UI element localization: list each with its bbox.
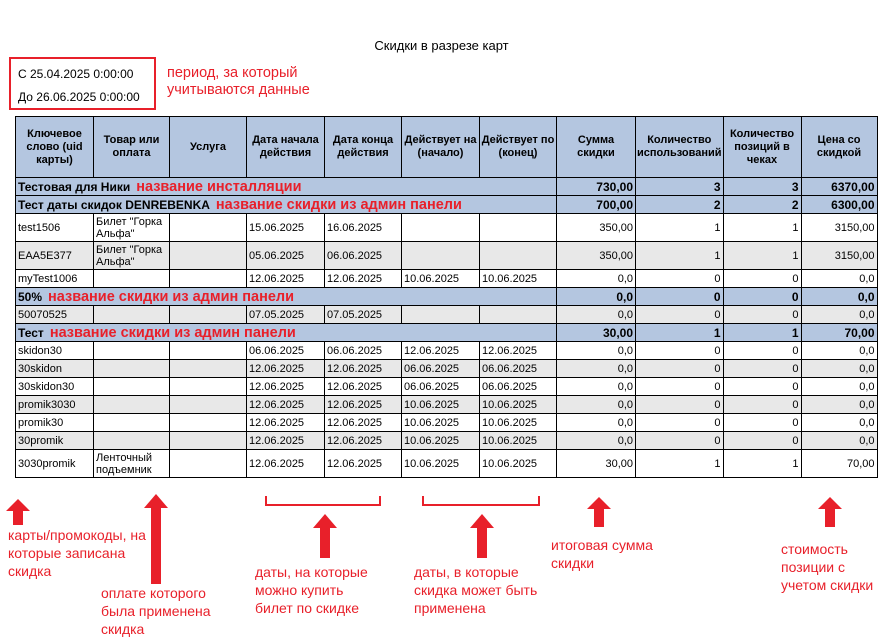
table-row (16, 242, 878, 270)
table-row (16, 450, 878, 478)
cell-price: 0,0 (801, 414, 877, 432)
group-uses: 3 (636, 178, 724, 196)
cell-price: 0,0 (801, 378, 877, 396)
cell-product: Билет "Горка Альфа" (94, 242, 170, 270)
group-sum: 730,00 (557, 178, 636, 196)
cell-start: 12.06.2025 (247, 360, 325, 378)
cell-sum: 0,0 (557, 306, 636, 324)
cell-product (94, 270, 170, 288)
period-from: С 25.04.2025 0:00:00 (18, 67, 134, 81)
cell-valid-to (480, 306, 557, 324)
cell-positions: 0 (723, 432, 801, 450)
cell-end: 12.06.2025 (325, 432, 402, 450)
cell-valid-from: 10.06.2025 (402, 396, 480, 414)
header-valid-to: Действует по (конец) (480, 117, 557, 178)
cell-product (94, 360, 170, 378)
cell-start: 12.06.2025 (247, 450, 325, 478)
cell-service (170, 214, 247, 242)
cell-valid-to: 06.06.2025 (480, 378, 557, 396)
cell-valid-from: 12.06.2025 (402, 342, 480, 360)
cell-valid-from: 10.06.2025 (402, 414, 480, 432)
group-price: 6300,00 (801, 196, 877, 214)
header-sum: Сумма скидки (557, 117, 636, 178)
cell-uses: 1 (636, 450, 724, 478)
cell-valid-to: 10.06.2025 (480, 414, 557, 432)
header-valid-from: Действует на (начало) (402, 117, 480, 178)
table-row (16, 270, 878, 288)
group-sum: 700,00 (557, 196, 636, 214)
cell-start: 12.06.2025 (247, 396, 325, 414)
cell-price: 0,0 (801, 432, 877, 450)
cell-service (170, 306, 247, 324)
group-name: Тест даты скидок DENREBENKA название скидки из админ панели (16, 196, 557, 214)
cell-uses: 0 (636, 270, 724, 288)
group-price: 70,00 (801, 324, 877, 342)
cell-sum: 0,0 (557, 270, 636, 288)
arrow-up-icon (818, 497, 842, 527)
dates-valid-annotation: даты, в которые скидка может быть применена (414, 564, 538, 616)
cell-start: 12.06.2025 (247, 270, 325, 288)
total-annotation: итоговая сумма скидки (551, 537, 653, 571)
payment-annotation: оплате которого была применена скидка (101, 585, 211, 637)
cell-key: promik3030 (16, 396, 94, 414)
cell-service (170, 414, 247, 432)
cell-sum: 350,00 (557, 242, 636, 270)
group-uses: 2 (636, 196, 724, 214)
cell-product (94, 414, 170, 432)
cell-price: 0,0 (801, 306, 877, 324)
cell-uses: 1 (636, 214, 724, 242)
dates-valid-bracket (422, 496, 540, 506)
cell-product (94, 432, 170, 450)
cell-valid-to (480, 214, 557, 242)
report-title: Скидки в разрезе карт (374, 38, 509, 53)
group-name: Тест название скидки из админ панели (16, 324, 557, 342)
cell-product (94, 396, 170, 414)
cell-end: 07.05.2025 (325, 306, 402, 324)
group-positions: 1 (723, 324, 801, 342)
period-annotation: период, за который учитываются данные (167, 65, 310, 98)
group-positions: 0 (723, 288, 801, 306)
table-row (16, 214, 878, 242)
cell-start: 12.06.2025 (247, 378, 325, 396)
group-row-discount (16, 288, 878, 306)
cell-end: 12.06.2025 (325, 270, 402, 288)
cell-key: 30skidon (16, 360, 94, 378)
group-sum: 0,0 (557, 288, 636, 306)
group-sum: 30,00 (557, 324, 636, 342)
cell-key: promik30 (16, 414, 94, 432)
cell-end: 12.06.2025 (325, 360, 402, 378)
cell-price: 0,0 (801, 270, 877, 288)
group-price: 0,0 (801, 288, 877, 306)
cell-key: 30promik (16, 432, 94, 450)
cell-start: 07.05.2025 (247, 306, 325, 324)
cell-start: 12.06.2025 (247, 414, 325, 432)
group-annotation: название инсталляции (136, 178, 302, 195)
table-header-row (16, 117, 878, 178)
cell-positions: 0 (723, 342, 801, 360)
cell-positions: 0 (723, 270, 801, 288)
period-box (9, 57, 156, 110)
cell-end: 12.06.2025 (325, 378, 402, 396)
cell-sum: 350,00 (557, 214, 636, 242)
cell-service (170, 270, 247, 288)
header-positions: Количество позиций в чеках (723, 117, 801, 178)
cell-valid-from: 06.06.2025 (402, 378, 480, 396)
cell-uses: 0 (636, 360, 724, 378)
header-uses: Количество использований (636, 117, 724, 178)
cell-positions: 1 (723, 214, 801, 242)
cell-key: 30skidon30 (16, 378, 94, 396)
cell-valid-from: 06.06.2025 (402, 360, 480, 378)
header-key: Ключевое слово (uid карты) (16, 117, 94, 178)
header-product: Товар или оплата (94, 117, 170, 178)
group-row-discount (16, 196, 878, 214)
cell-service (170, 378, 247, 396)
cell-positions: 0 (723, 306, 801, 324)
dates-buy-bracket (265, 496, 381, 506)
cell-product: Билет "Горка Альфа" (94, 214, 170, 242)
cell-service (170, 396, 247, 414)
header-service: Услуга (170, 117, 247, 178)
table-row (16, 432, 878, 450)
cell-price: 3150,00 (801, 242, 877, 270)
cell-start: 06.06.2025 (247, 342, 325, 360)
cell-valid-from (402, 242, 480, 270)
cell-positions: 0 (723, 378, 801, 396)
group-annotation: название скидки из админ панели (48, 288, 295, 305)
table-row (16, 342, 878, 360)
cell-positions: 1 (723, 450, 801, 478)
cell-product (94, 306, 170, 324)
cell-key: skidon30 (16, 342, 94, 360)
cell-start: 15.06.2025 (247, 214, 325, 242)
cell-price: 0,0 (801, 342, 877, 360)
cell-key: 50070525 (16, 306, 94, 324)
cell-positions: 1 (723, 242, 801, 270)
cell-sum: 0,0 (557, 342, 636, 360)
group-row-discount (16, 324, 878, 342)
cell-uses: 0 (636, 306, 724, 324)
cell-sum: 30,00 (557, 450, 636, 478)
cell-service (170, 432, 247, 450)
header-price: Цена со скидкой (801, 117, 877, 178)
cell-valid-to: 10.06.2025 (480, 450, 557, 478)
cell-product (94, 342, 170, 360)
cell-product (94, 378, 170, 396)
cell-positions: 0 (723, 396, 801, 414)
dates-buy-annotation: даты, на которые можно купить билет по скидке (255, 564, 368, 616)
arrow-up-icon (587, 497, 611, 527)
cell-valid-to: 12.06.2025 (480, 342, 557, 360)
cell-end: 06.06.2025 (325, 342, 402, 360)
cards-annotation: карты/промокоды, на которые записана скидка (8, 527, 146, 579)
cell-service (170, 342, 247, 360)
cell-service (170, 360, 247, 378)
cell-price: 0,0 (801, 396, 877, 414)
cell-start: 05.06.2025 (247, 242, 325, 270)
cell-end: 12.06.2025 (325, 396, 402, 414)
group-name: Тестовая для Ники название инсталляции (16, 178, 557, 196)
cell-valid-from: 10.06.2025 (402, 432, 480, 450)
cell-valid-to: 10.06.2025 (480, 270, 557, 288)
cell-end: 16.06.2025 (325, 214, 402, 242)
group-annotation: название скидки из админ панели (215, 196, 462, 213)
table-row (16, 414, 878, 432)
cell-uses: 0 (636, 378, 724, 396)
header-start-date: Дата начала действия (247, 117, 325, 178)
group-uses: 1 (636, 324, 724, 342)
cell-uses: 1 (636, 242, 724, 270)
cell-key: EAA5E377 (16, 242, 94, 270)
group-name: 50% название скидки из админ панели (16, 288, 557, 306)
group-positions: 3 (723, 178, 801, 196)
cell-key: myTest1006 (16, 270, 94, 288)
group-positions: 2 (723, 196, 801, 214)
cell-valid-to: 06.06.2025 (480, 360, 557, 378)
arrow-up-icon (6, 499, 30, 525)
group-uses: 0 (636, 288, 724, 306)
header-end-date: Дата конца действия (325, 117, 402, 178)
cell-valid-to (480, 242, 557, 270)
cell-key: 3030promik (16, 450, 94, 478)
cell-valid-from (402, 214, 480, 242)
cell-service (170, 242, 247, 270)
cell-start: 12.06.2025 (247, 432, 325, 450)
cell-service (170, 450, 247, 478)
arrow-up-icon (313, 514, 337, 558)
table-row (16, 360, 878, 378)
cell-uses: 0 (636, 414, 724, 432)
cell-price: 0,0 (801, 360, 877, 378)
cell-valid-from (402, 306, 480, 324)
cell-end: 12.06.2025 (325, 414, 402, 432)
group-annotation: название скидки из админ панели (49, 324, 296, 341)
cell-uses: 0 (636, 396, 724, 414)
cell-valid-to: 10.06.2025 (480, 396, 557, 414)
cell-valid-from: 10.06.2025 (402, 450, 480, 478)
group-price: 6370,00 (801, 178, 877, 196)
cell-positions: 0 (723, 360, 801, 378)
cell-sum: 0,0 (557, 396, 636, 414)
cell-uses: 0 (636, 432, 724, 450)
cell-product: Ленточный подъемник (94, 450, 170, 478)
price-annotation: стоимость позиции с учетом скидки (781, 541, 874, 593)
group-row-installation (16, 178, 878, 196)
table-row (16, 306, 878, 324)
cell-positions: 0 (723, 414, 801, 432)
cell-end: 06.06.2025 (325, 242, 402, 270)
table-row (16, 378, 878, 396)
arrow-up-icon (470, 514, 494, 558)
period-to: До 26.06.2025 0:00:00 (18, 90, 140, 104)
cell-uses: 0 (636, 342, 724, 360)
cell-sum: 0,0 (557, 378, 636, 396)
cell-end: 12.06.2025 (325, 450, 402, 478)
cell-sum: 0,0 (557, 432, 636, 450)
cell-key: test1506 (16, 214, 94, 242)
cell-valid-from: 10.06.2025 (402, 270, 480, 288)
discount-report-table (15, 116, 878, 478)
table-row (16, 396, 878, 414)
cell-sum: 0,0 (557, 360, 636, 378)
cell-price: 70,00 (801, 450, 877, 478)
cell-price: 3150,00 (801, 214, 877, 242)
cell-sum: 0,0 (557, 414, 636, 432)
cell-valid-to: 10.06.2025 (480, 432, 557, 450)
